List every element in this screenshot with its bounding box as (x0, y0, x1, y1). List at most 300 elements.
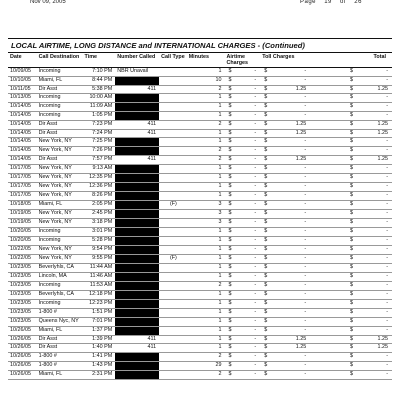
cell-minutes: 3 (187, 218, 225, 227)
cell-type (159, 121, 187, 130)
amount: - (304, 370, 307, 377)
cell-number (115, 156, 159, 165)
cell-time: 9:55 PM (83, 254, 116, 263)
currency-symbol: $ (228, 164, 232, 171)
amount: - (304, 147, 307, 154)
cell-minutes: 1 (187, 103, 225, 112)
cell-toll (260, 317, 346, 326)
cell-time: 5:38 PM (83, 85, 116, 94)
cell-toll (260, 326, 346, 335)
cell-airtime (224, 85, 260, 94)
currency-symbol: $ (264, 308, 268, 315)
cell-date: 10/23/05 (8, 281, 37, 290)
cell-minutes: 1 (187, 94, 225, 103)
cell-total (346, 218, 392, 227)
cell-destination: 1-800 # (37, 352, 83, 361)
cell-destination: New York, NY (37, 138, 83, 147)
cell-date: 10/14/05 (8, 147, 37, 156)
cell-toll (260, 121, 346, 130)
currency-symbol: $ (228, 290, 232, 297)
currency-symbol: $ (228, 94, 232, 101)
amount: - (254, 272, 257, 279)
amount: - (386, 103, 388, 110)
amount: - (304, 263, 307, 270)
cell-toll (260, 112, 346, 121)
cell-total (346, 121, 392, 130)
currency-symbol: $ (228, 361, 232, 368)
cell-minutes: 1 (187, 129, 225, 138)
cell-toll (260, 138, 346, 147)
redaction-block (115, 317, 159, 326)
currency-symbol: $ (264, 156, 268, 162)
table-row (8, 121, 392, 130)
cell-minutes: 1 (187, 290, 225, 299)
redaction-block (115, 182, 159, 191)
cell-time: 12:23 PM (83, 299, 116, 308)
cell-destination: New York, NY (37, 245, 83, 254)
currency-symbol: $ (228, 191, 232, 198)
cell-minutes: 1 (187, 263, 225, 272)
cell-airtime (224, 112, 260, 121)
currency-symbol: $ (349, 326, 353, 333)
cell-number (115, 173, 159, 182)
table-body (8, 68, 392, 380)
currency-symbol: $ (228, 209, 232, 216)
cell-airtime (224, 209, 260, 218)
cell-date: 10/23/05 (8, 299, 37, 308)
cell-destination: Dir Asst (37, 156, 83, 165)
col-destination: Call Destination (37, 53, 83, 68)
cell-type (159, 281, 187, 290)
amount: - (386, 272, 388, 279)
cell-number (115, 335, 159, 344)
amount: - (304, 254, 307, 261)
cell-minutes: 2 (187, 85, 225, 94)
amount: - (386, 191, 388, 198)
cell-minutes: 1 (187, 164, 225, 173)
currency-symbol: $ (349, 227, 353, 234)
amount: - (254, 352, 257, 359)
amount: 1.25 (295, 335, 307, 342)
number-called: 411 (147, 335, 157, 342)
cell-destination: Dir Asst (37, 129, 83, 138)
cell-airtime (224, 103, 260, 112)
redaction-block (115, 352, 159, 361)
cell-type (159, 308, 187, 317)
amount: - (386, 236, 388, 243)
cell-destination: Dir Asst (37, 85, 83, 94)
currency-symbol: $ (264, 112, 268, 119)
cell-number (115, 254, 159, 263)
cell-date: 10/23/05 (8, 308, 37, 317)
cell-time: 1:37 PM (83, 326, 116, 335)
cell-type: (F) (159, 254, 187, 263)
currency-symbol: $ (264, 76, 268, 83)
redaction-block (115, 281, 159, 290)
cell-toll (260, 68, 346, 77)
amount: - (254, 344, 257, 350)
currency-symbol: $ (349, 121, 353, 127)
table-row (8, 68, 392, 77)
cell-total (346, 182, 392, 191)
table-row (8, 164, 392, 173)
cell-type (159, 94, 187, 103)
cell-number (115, 227, 159, 236)
cell-airtime (224, 290, 260, 299)
cell-total (346, 173, 392, 182)
currency-symbol: $ (349, 335, 353, 342)
cell-total (346, 236, 392, 245)
cell-time: 10:00 AM (83, 94, 116, 103)
cell-airtime (224, 94, 260, 103)
amount: - (254, 68, 257, 74)
cell-number (115, 317, 159, 326)
redaction-block (115, 245, 159, 254)
cell-time: 7:26 PM (83, 147, 116, 156)
cell-date: 10/14/05 (8, 129, 37, 138)
cell-date: 10/23/05 (8, 272, 37, 281)
cell-airtime (224, 218, 260, 227)
amount: - (386, 299, 388, 306)
cell-type (159, 129, 187, 138)
cell-number (115, 272, 159, 281)
cell-airtime (224, 173, 260, 182)
cell-date: 10/19/05 (8, 218, 37, 227)
cell-total (346, 335, 392, 344)
cell-minutes: 2 (187, 121, 225, 130)
cell-time: 7:23 PM (83, 121, 116, 130)
cell-number (115, 121, 159, 130)
cell-airtime (224, 352, 260, 361)
cell-type (159, 218, 187, 227)
cell-number (115, 236, 159, 245)
cell-minutes: 2 (187, 147, 225, 156)
currency-symbol: $ (264, 245, 268, 252)
cell-minutes: 1 (187, 299, 225, 308)
cell-type (159, 209, 187, 218)
cell-toll (260, 290, 346, 299)
cell-toll (260, 164, 346, 173)
cell-type (159, 335, 187, 344)
amount: - (386, 173, 388, 180)
table-row (8, 85, 392, 94)
currency-symbol: $ (264, 281, 268, 288)
currency-symbol: $ (349, 370, 353, 377)
cell-minutes: 1 (187, 254, 225, 263)
col-time: Time (83, 53, 116, 68)
cell-type (159, 352, 187, 361)
amount: - (304, 272, 307, 279)
amount: - (304, 182, 307, 189)
cell-type (159, 76, 187, 85)
cell-destination: Incoming (37, 68, 83, 77)
col-airtime: Airtime Charges (224, 53, 260, 68)
currency-symbol: $ (264, 68, 268, 74)
cell-destination: Miami, FL (37, 76, 83, 85)
currency-symbol: $ (349, 191, 353, 198)
table-row (8, 182, 392, 191)
cell-toll (260, 147, 346, 156)
redaction-block (115, 94, 159, 103)
table-row (8, 218, 392, 227)
cell-total (346, 76, 392, 85)
currency-symbol: $ (349, 68, 353, 74)
table-row (8, 173, 392, 182)
currency-symbol: $ (228, 218, 232, 225)
currency-symbol: $ (228, 103, 232, 110)
amount: - (304, 281, 307, 288)
currency-symbol: $ (349, 94, 353, 101)
cell-destination: Queens Nyc, NY (37, 317, 83, 326)
cell-airtime (224, 335, 260, 344)
cell-number (115, 352, 159, 361)
amount: - (254, 173, 257, 180)
col-minutes: Minutes (187, 53, 225, 68)
cell-date: 10/26/05 (8, 352, 37, 361)
cell-number (115, 308, 159, 317)
currency-symbol: $ (264, 138, 268, 145)
currency-symbol: $ (228, 85, 232, 92)
cell-total (346, 299, 392, 308)
currency-symbol: $ (349, 317, 353, 324)
table-row (8, 191, 392, 200)
currency-symbol: $ (264, 227, 268, 234)
cell-number (115, 68, 159, 77)
cell-number (115, 361, 159, 370)
cell-destination: Dir Asst (37, 121, 83, 130)
cell-destination: Incoming (37, 281, 83, 290)
table-row (8, 361, 392, 370)
redaction-block (115, 173, 159, 182)
currency-symbol: $ (264, 352, 268, 359)
amount: - (386, 76, 388, 83)
amount: - (386, 263, 388, 270)
cell-date: 10/10/05 (8, 76, 37, 85)
cell-time: 7:25 PM (83, 138, 116, 147)
cell-date: 10/22/05 (8, 245, 37, 254)
cell-date: 10/14/05 (8, 138, 37, 147)
amount: - (386, 68, 388, 74)
amount: - (254, 299, 257, 306)
number-called: 411 (147, 344, 157, 350)
currency-symbol: $ (228, 245, 232, 252)
amount: - (304, 191, 307, 198)
currency-symbol: $ (264, 85, 268, 92)
amount: - (254, 308, 257, 315)
col-total: Total (346, 53, 392, 68)
cell-date: 10/18/05 (8, 200, 37, 209)
amount: - (254, 370, 257, 377)
table-row (8, 335, 392, 344)
currency-symbol: $ (349, 164, 353, 171)
cell-toll (260, 103, 346, 112)
cell-minutes: 10 (187, 76, 225, 85)
cell-airtime (224, 299, 260, 308)
cell-total (346, 370, 392, 379)
cell-total (346, 94, 392, 103)
amount: - (254, 209, 257, 216)
cell-airtime (224, 68, 260, 77)
cell-destination: New York, NY (37, 254, 83, 263)
cell-minutes: 1 (187, 182, 225, 191)
redaction-block (115, 236, 159, 245)
currency-symbol: $ (264, 200, 268, 207)
cell-minutes: 2 (187, 281, 225, 290)
amount: - (304, 76, 307, 83)
cell-destination: New York, NY (37, 218, 83, 227)
amount: - (304, 138, 307, 145)
cell-toll (260, 361, 346, 370)
cell-toll (260, 156, 346, 165)
amount: - (254, 164, 257, 171)
cell-minutes: 1 (187, 344, 225, 353)
cell-destination: Incoming (37, 227, 83, 236)
cell-minutes: 1 (187, 68, 225, 77)
cell-number (115, 370, 159, 379)
page-indicator (300, 0, 368, 5)
cell-toll (260, 191, 346, 200)
amount: - (386, 227, 388, 234)
cell-number (115, 263, 159, 272)
amount: 1.25 (377, 335, 388, 342)
amount: - (254, 317, 257, 324)
amount: - (304, 200, 307, 207)
page-label: Page (300, 0, 317, 5)
currency-symbol: $ (228, 263, 232, 270)
currency-symbol: $ (264, 263, 268, 270)
currency-symbol: $ (349, 182, 353, 189)
currency-symbol: $ (349, 308, 353, 315)
amount: - (254, 361, 257, 368)
amount: - (304, 361, 307, 368)
cell-minutes: 1 (187, 335, 225, 344)
currency-symbol: $ (264, 335, 268, 342)
cell-toll (260, 209, 346, 218)
table-row (8, 147, 392, 156)
currency-symbol: $ (264, 164, 268, 171)
redaction-block (115, 370, 159, 379)
currency-symbol: $ (349, 290, 353, 297)
amount: - (386, 245, 388, 252)
amount: - (254, 191, 257, 198)
cell-airtime (224, 182, 260, 191)
currency-symbol: $ (228, 76, 232, 83)
amount: - (254, 121, 257, 127)
cell-destination: Miami, FL (37, 370, 83, 379)
amount: - (304, 299, 307, 306)
amount: - (254, 227, 257, 234)
redaction-block (115, 326, 159, 335)
amount: - (254, 129, 257, 136)
amount: - (304, 103, 307, 110)
amount: - (254, 85, 257, 92)
table-row (8, 352, 392, 361)
redaction-block (115, 299, 159, 308)
cell-minutes: 1 (187, 272, 225, 281)
table-row (8, 254, 392, 263)
currency-symbol: $ (228, 308, 232, 315)
cell-airtime (224, 138, 260, 147)
cell-destination: New York, NY (37, 209, 83, 218)
cell-type (159, 236, 187, 245)
cell-minutes: 1 (187, 308, 225, 317)
cell-date: 10/14/05 (8, 156, 37, 165)
amount: 1.25 (295, 156, 307, 162)
cell-total (346, 317, 392, 326)
amount: - (386, 361, 388, 368)
amount: - (304, 236, 307, 243)
cell-airtime (224, 344, 260, 353)
currency-symbol: $ (349, 85, 353, 92)
currency-symbol: $ (264, 121, 268, 127)
currency-symbol: $ (228, 112, 232, 119)
currency-symbol: $ (228, 182, 232, 189)
cell-time: 7:24 PM (83, 129, 116, 138)
amount: - (386, 308, 388, 315)
currency-symbol: $ (264, 94, 268, 101)
amount: - (386, 209, 388, 216)
cell-number (115, 290, 159, 299)
redaction-block (115, 361, 159, 370)
redaction-block (115, 263, 159, 272)
currency-symbol: $ (228, 129, 232, 136)
amount: 1.25 (295, 129, 307, 136)
amount: - (254, 245, 257, 252)
redaction-block (115, 147, 159, 156)
amount: - (304, 245, 307, 252)
cell-date: 10/17/05 (8, 164, 37, 173)
amount: - (386, 147, 388, 154)
amount: - (254, 263, 257, 270)
cell-number (115, 147, 159, 156)
amount: - (254, 218, 257, 225)
currency-symbol: $ (228, 200, 232, 207)
amount: - (304, 68, 307, 74)
currency-symbol: $ (228, 272, 232, 279)
cell-number (115, 209, 159, 218)
currency-symbol: $ (228, 335, 232, 342)
currency-symbol: $ (264, 299, 268, 306)
amount: 1.25 (295, 121, 307, 127)
cell-minutes: 1 (187, 173, 225, 182)
statement-date: Nov 09, 2005 (30, 0, 66, 5)
currency-symbol: $ (264, 209, 268, 216)
cell-destination: New York, NY (37, 164, 83, 173)
cell-time: 7:01 PM (83, 317, 116, 326)
cell-airtime (224, 129, 260, 138)
currency-symbol: $ (228, 68, 232, 74)
currency-symbol: $ (349, 138, 353, 145)
currency-symbol: $ (264, 182, 268, 189)
table-row (8, 281, 392, 290)
cell-airtime (224, 326, 260, 335)
redaction-block (115, 290, 159, 299)
amount: - (304, 290, 307, 297)
cell-airtime (224, 121, 260, 130)
cell-time: 11:53 AM (83, 281, 116, 290)
table-header-row (8, 53, 392, 68)
cell-number (115, 129, 159, 138)
currency-symbol: $ (264, 317, 268, 324)
section-title: LOCAL AIRTIME, LONG DISTANCE and INTERNATIONAL CHARGES - (Continued) (8, 40, 392, 53)
cell-airtime (224, 76, 260, 85)
cell-toll (260, 308, 346, 317)
currency-symbol: $ (228, 156, 232, 162)
amount: - (386, 94, 388, 101)
number-called: 411 (147, 121, 157, 127)
redaction-block (115, 191, 159, 200)
currency-symbol: $ (349, 299, 353, 306)
